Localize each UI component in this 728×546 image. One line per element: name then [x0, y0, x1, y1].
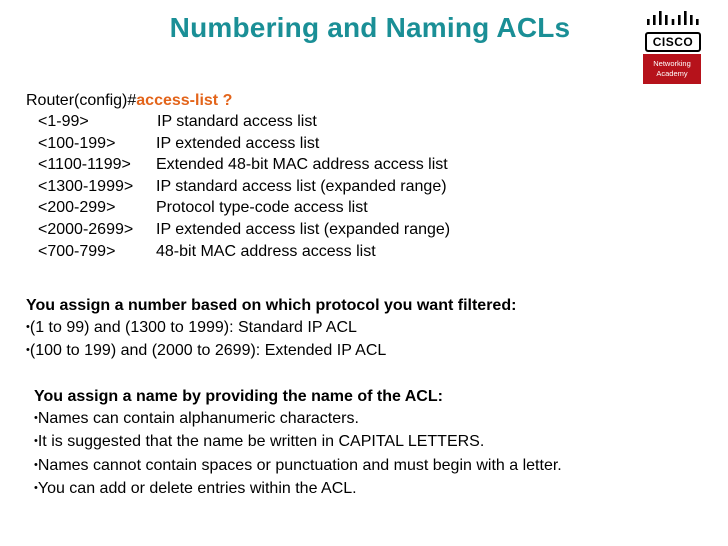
command-line [26, 90, 232, 112]
academy-line-1: Networking [653, 59, 691, 68]
acl-range-description: 48-bit MAC address access list [156, 242, 376, 260]
acl-range: <2000-2699> [38, 220, 134, 238]
acl-range: <100-199> [38, 134, 116, 152]
acl-range-description: Protocol type-code access list [156, 199, 368, 217]
naming-section [34, 386, 562, 502]
acl-range: <700-799> [38, 242, 116, 260]
cisco-bridge-icon [646, 10, 700, 28]
acl-range-description: IP standard access list [157, 113, 317, 130]
acl-range: <1-99> [38, 113, 89, 130]
bullet-dot-icon: • [26, 344, 30, 357]
bullet-dot-icon: • [34, 458, 38, 471]
academy-line-2: Academy [656, 69, 688, 78]
slide-title: Numbering and Naming ACLs [169, 12, 571, 43]
naming-bullet: •Names can contain alphanumeric characters. [34, 409, 359, 427]
numbering-section [26, 295, 516, 364]
academy-badge [643, 54, 701, 84]
numbering-bullet: •(1 to 99) and (1300 to 1999): Standard IP ACL [26, 318, 357, 336]
naming-bullet: •You can add or delete entries within the ACL. [34, 480, 357, 498]
bullet-dot-icon: • [34, 482, 38, 495]
naming-bullet: •Names cannot contain spaces or punctuation and must begin with a letter. [34, 456, 562, 474]
acl-range: <1300-1999> [38, 177, 134, 195]
bullet-dot-icon: • [26, 320, 30, 333]
acl-range: <200-299> [38, 199, 116, 217]
cisco-networking-academy-logo [640, 10, 704, 90]
acl-range: <1100-1199> [38, 156, 131, 174]
acl-range-description: IP extended access list (expanded range) [156, 220, 451, 238]
bullet-dot-icon: • [34, 411, 38, 424]
naming-heading: You assign a name by providing the name of the ACL: [34, 388, 443, 405]
command-prompt: Router(config)# [26, 92, 137, 109]
acl-range-description: Extended 48-bit MAC address access list [156, 156, 448, 174]
acl-range-description: IP standard access list (expanded range) [156, 177, 447, 195]
command-keyword: access-list ? [136, 92, 233, 109]
numbering-bullet: •(100 to 199) and (2000 to 2699): Extended IP ACL [26, 342, 387, 360]
naming-bullet: •It is suggested that the name be written in CAPITAL LETTERS. [34, 433, 485, 451]
acl-range-description: IP extended access list [156, 134, 320, 152]
cisco-wordmark: CISCO [645, 32, 701, 52]
bullet-dot-icon: • [34, 435, 38, 448]
numbering-heading: You assign a number based on which protocol you want filtered: [26, 297, 517, 314]
